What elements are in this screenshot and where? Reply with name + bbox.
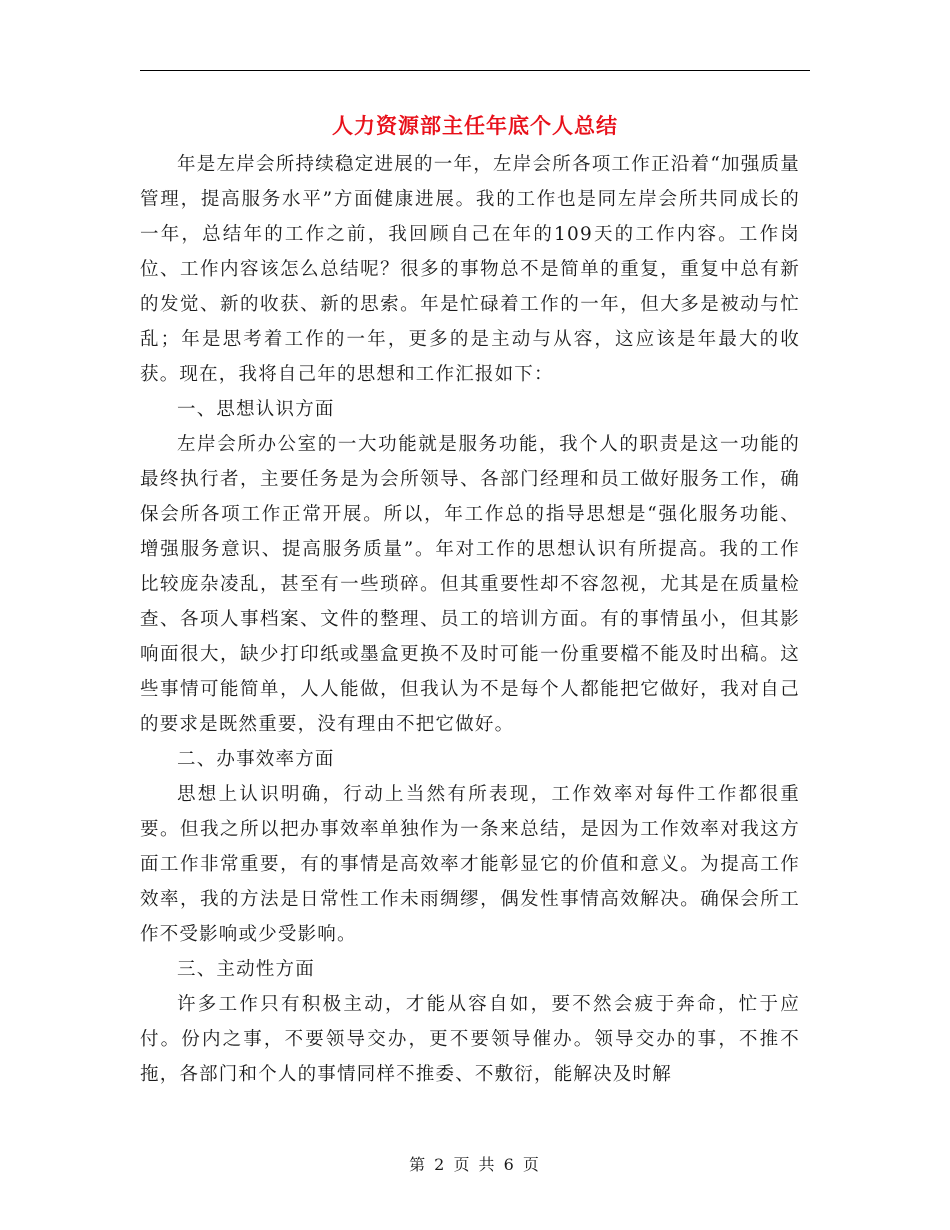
initiative-paragraph: 许多工作只有积极主动，才能从容自如，要不然会疲于奔命，忙于应付。份内之事，不要领导交办，更不要领导催办。领导交办的事，不推不拖，各部门和个人的事情同样不推委、不敷衍，能解决及时解 [140, 994, 800, 1085]
section-heading-initiative: 三、主动性方面 [177, 959, 315, 980]
efficiency-paragraph: 思想上认识明确，行动上当然有所表现，工作效率对每件工作都很重要。但我之所以把办事效率单独作为一条来总结，是因为工作效率对我这方面工作非常重要，有的事情是高效率才能彰显它的价值和意义。为提高工作效率，我的方法是日常性工作未雨绸缪，偶发性事情高效解决。确保会所工作不受影响或少受影响。 [140, 784, 800, 945]
section-heading-ideology: 一、思想认识方面 [177, 399, 335, 420]
page-number: 第 2 页 共 6 页 [409, 1155, 541, 1174]
section-heading-efficiency: 二、办事效率方面 [177, 749, 335, 770]
header-rule [140, 70, 810, 71]
ideology-paragraph: 左岸会所办公室的一大功能就是服务功能，我个人的职责是这一功能的最终执行者，主要任务是为会所领导、各部门经理和员工做好服务工作，确保会所各项工作正常开展。所以，年工作总的指导思想是“强化服务功能、增强服务意识、提高服务质量”。年对工作的思想认识有所提高。我的工作比较庞杂凌乱，甚至有一些琐碎。但其重要性却不容忽视，尤其是在质量检查、各项人事档案、文件的整理、员工的培训方面。有的事情虽小，但其影响面很大，缺少打印纸或墨盒更换不及时可能一份重要檔不能及时出稿。这些事情可能简单，人人能做，但我认为不是每个人都能把它做好，我对自己的要求是既然重要，没有理由不把它做好。 [140, 434, 800, 735]
document-body [140, 147, 800, 1092]
intro-paragraph: 年是左岸会所持续稳定进展的一年，左岸会所各项工作正沿着“加强质量管理，提高服务水平”方面健康进展。我的工作也是同左岸会所共同成长的一年，总结年的工作之前，我回顾自己在年的109天的工作内容。工作岗位、工作内容该怎么总结呢？很多的事物总不是简单的重复，重复中总有新的发觉、新的收获、新的思索。年是忙碌着工作的一年，但大多是被动与忙乱；年是思考着工作的一年，更多的是主动与从容，这应该是年最大的收获。现在，我将自己年的思想和工作汇报如下： [140, 154, 800, 385]
document-title: 人力资源部主任年底个人总结 [332, 113, 618, 138]
